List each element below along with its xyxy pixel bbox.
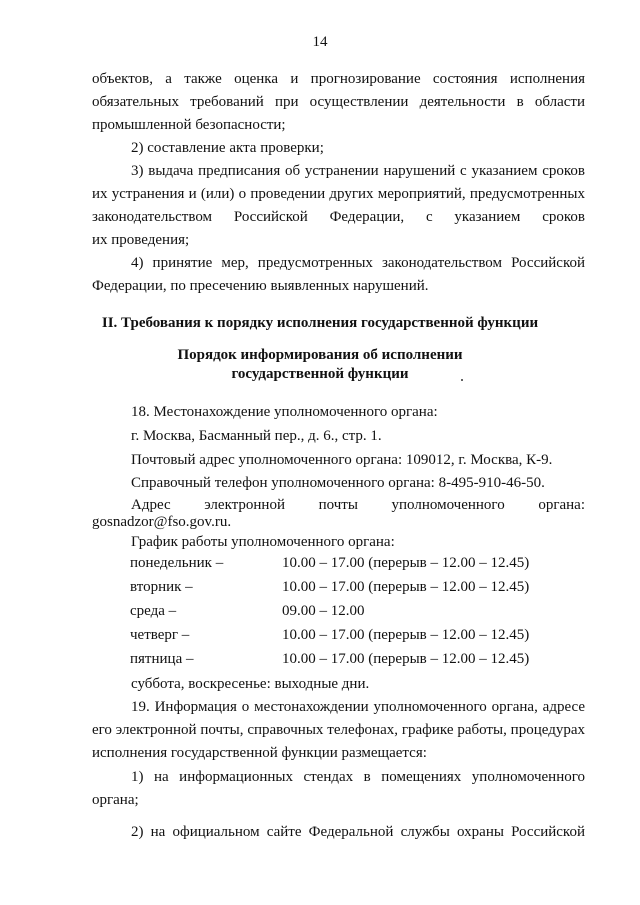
schedule-hours: 10.00 – 17.00 (перерыв – 12.00 – 12.45) xyxy=(282,555,530,571)
p19-item-1-line-2: органа; xyxy=(92,792,139,808)
p18-phone: Справочный телефон уполномоченного органа: 8-495-910-46-50. xyxy=(131,475,545,491)
p18-email-value: gosnadzor@fso.gov.ru. xyxy=(92,514,232,530)
schedule-hours: 10.00 – 17.00 (перерыв – 12.00 – 12.45) xyxy=(282,579,530,595)
section-heading: II. Требования к порядку исполнения государственной функции xyxy=(101,315,539,331)
p19-line-1: 19. Информация о местонахождении уполномоченного органа, адресе xyxy=(131,699,585,715)
item-3-line-1: 3) выдача предписания об устранении нарушений с указанием сроков xyxy=(131,163,585,179)
p18-line-1: 18. Местонахождение уполномоченного органа: xyxy=(131,404,438,420)
schedule-hours: 10.00 – 17.00 (перерыв – 12.00 – 12.45) xyxy=(282,627,530,643)
page-number: 14 xyxy=(312,34,328,50)
p19-item-1-line-1: 1) на информационных стендах в помещениях уполномоченного xyxy=(131,769,585,785)
p18-postal-address: Почтовый адрес уполномоченного органа: 109012, г. Москва, К-9. xyxy=(131,452,553,468)
item-4-line-1: 4) принятие мер, предусмотренных законодательством Российской xyxy=(131,255,585,271)
weekend-line: суббота, воскресенье: выходные дни. xyxy=(131,676,370,692)
schedule-day: пятница – xyxy=(130,651,194,667)
schedule-hours: 09.00 – 12.00 xyxy=(282,603,365,619)
p19-item-2: 2) на официальном сайте Федеральной службы охраны Российской xyxy=(131,824,585,840)
item-3-line-4: их проведения; xyxy=(92,232,190,248)
item-2: 2) составление акта проверки; xyxy=(131,140,324,156)
intro-line-3: промышленной безопасности; xyxy=(92,117,286,133)
schedule-day: четверг – xyxy=(130,627,190,643)
p19-line-3: исполнения государственной функции размещается: xyxy=(92,745,427,761)
schedule-day: вторник – xyxy=(130,579,193,595)
item-3-line-2: их устранения и (или) о проведении других мероприятий, предусмотренных xyxy=(92,186,585,202)
schedule-day: среда – xyxy=(130,603,177,619)
subheading-line-2: государственной функции xyxy=(231,366,409,382)
intro-line-2: обязательных требований при осуществлении деятельности в области xyxy=(92,94,585,110)
p18-address: г. Москва, Басманный пер., д. 6., стр. 1. xyxy=(131,428,382,444)
intro-line-1: объектов, а также оценка и прогнозирование состояния исполнения xyxy=(92,71,585,87)
p19-line-2: его электронной почты, справочных телефонах, графике работы, процедурах xyxy=(92,722,585,738)
p18-email-label: Адрес электронной почты уполномоченного органа: xyxy=(131,497,585,513)
p18-schedule-title: График работы уполномоченного органа: xyxy=(131,534,395,550)
schedule-day: понедельник – xyxy=(130,555,224,571)
item-3-line-3: законодательством Российской Федерации, с указанием сроков xyxy=(92,209,585,225)
schedule-hours: 10.00 – 17.00 (перерыв – 12.00 – 12.45) xyxy=(282,651,530,667)
subheading-line-1: Порядок информирования об исполнении xyxy=(177,347,463,363)
item-4-line-2: Федерации, по пресечению выявленных нарушений. xyxy=(92,278,429,294)
scan-speck xyxy=(461,379,463,381)
